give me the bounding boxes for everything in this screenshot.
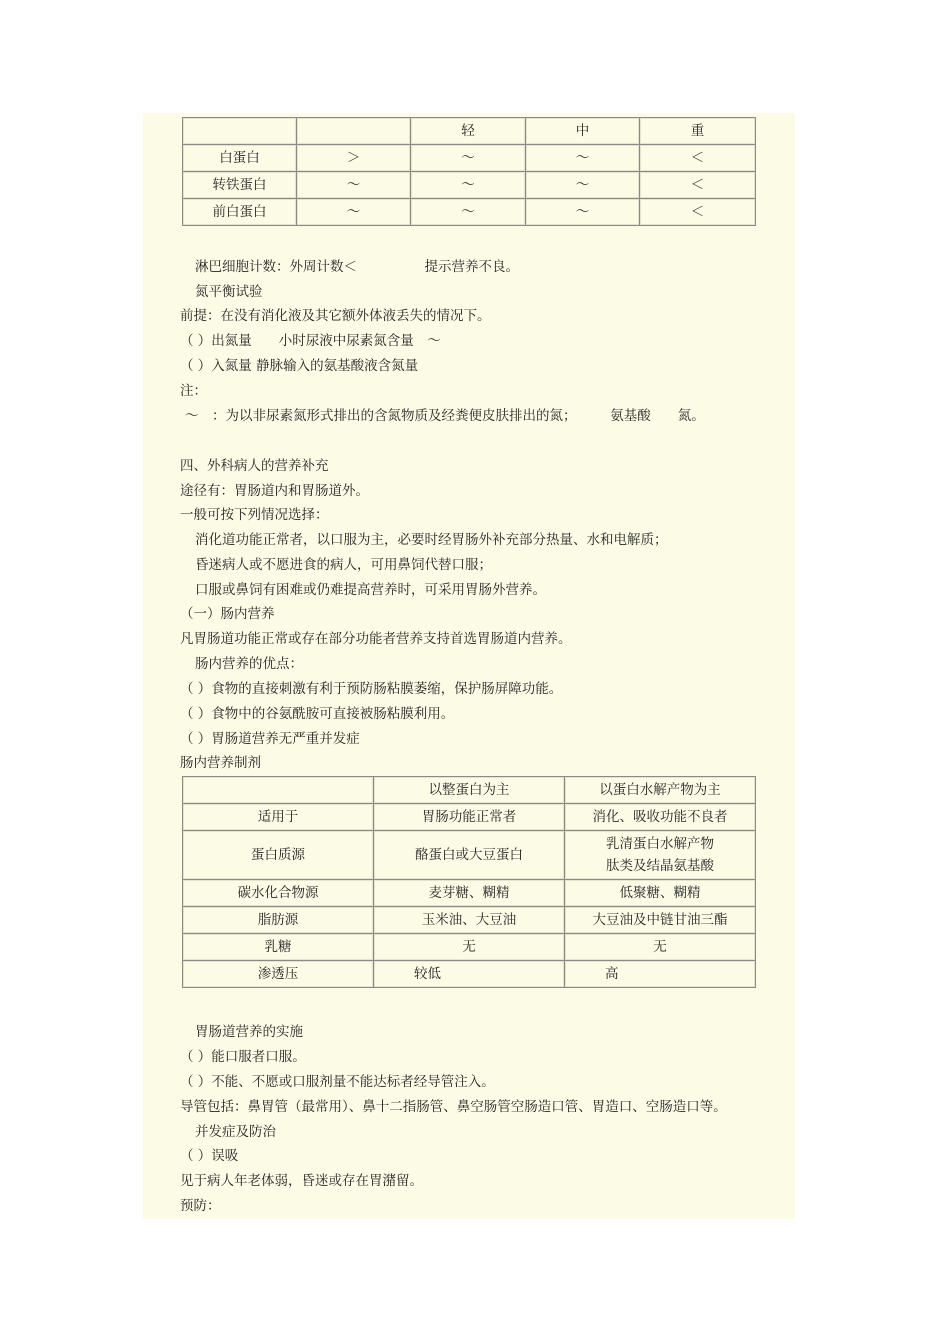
text-line: （ ）入氮量 静脉输入的氨基酸液含氮量 (180, 358, 419, 374)
text-line: 注： (180, 383, 207, 399)
table-cell: 乳糖 (183, 934, 374, 961)
table-cell: ＜ (640, 199, 756, 226)
text-line: 昏迷病人或不愿进食的病人，可用鼻饲代替口服； (195, 557, 492, 573)
table-cell: ～ (297, 199, 411, 226)
table-cell: 较低 (374, 961, 565, 988)
subsection-heading: （一）肠内营养 (180, 606, 275, 622)
text-line: 导管包括：鼻胃管（最常用）、鼻十二指肠管、鼻空肠管空肠造口管、胃造口、空肠造口等。 (180, 1099, 727, 1115)
text-line: 见于病人年老体弱，昏迷或存在胃潴留。 (180, 1173, 423, 1189)
table-cell: 蛋白质源 (183, 831, 374, 880)
text-line: 并发症及防治 (195, 1124, 276, 1140)
table-cell: ～ (411, 199, 526, 226)
text-line: 肠内营养的优点： (195, 656, 303, 672)
table-cell: ～ (411, 172, 526, 199)
table-row (183, 934, 756, 961)
table-cell: ～ (297, 172, 411, 199)
cell-line: 肽类及结晶氨基酸 (606, 858, 714, 874)
table-cell: 渗透压 (183, 961, 374, 988)
cell-line: 乳清蛋白水解产物 (606, 836, 714, 852)
table-cell: 碳水化合物源 (183, 880, 374, 907)
table-row (183, 831, 756, 880)
table-row (183, 961, 756, 988)
text-line: （ ）能口服者口服。 (180, 1049, 306, 1065)
table-header-row (183, 118, 756, 145)
table-cell: 轻 (411, 118, 526, 145)
section-heading: 四、外科病人的营养补充 (180, 458, 329, 474)
table-cell: 胃肠功能正常者 (374, 804, 565, 831)
table-cell (565, 831, 756, 880)
text-line: 口服或鼻饲有困难或仍难提高营养时，可采用胃肠外营养。 (195, 582, 546, 598)
table-cell: 消化、吸收功能不良者 (565, 804, 756, 831)
table-cell: 麦芽糖、糊精 (374, 880, 565, 907)
table-cell: ～ (526, 172, 640, 199)
table-row (183, 804, 756, 831)
table-cell: 玉米油、大豆油 (374, 907, 565, 934)
table-row (183, 907, 756, 934)
table-row (183, 172, 756, 199)
table-cell: 白蛋白 (183, 145, 297, 172)
text-line: 胃肠道营养的实施 (195, 1024, 303, 1040)
text-line: 前提：在没有消化液及其它额外体液丢失的情况下。 (180, 308, 491, 324)
table-cell: 适用于 (183, 804, 374, 831)
protein-grading-table (182, 117, 756, 226)
table-cell: ＞ (297, 145, 411, 172)
table-row (183, 199, 756, 226)
table-cell: 无 (565, 934, 756, 961)
table-cell: 高 (565, 961, 756, 988)
text-line: 消化道功能正常者，以口服为主，必要时经胃肠外补充部分热量、水和电解质； (195, 532, 668, 548)
table-cell: 大豆油及中链甘油三酯 (565, 907, 756, 934)
table-cell: 以整蛋白为主 (374, 777, 565, 804)
table-cell: 酪蛋白或大豆蛋白 (374, 831, 565, 880)
text-line: （ ）误吸 (180, 1148, 239, 1164)
table-cell: ～ (411, 145, 526, 172)
text-line: （ ）食物的直接刺激有利于预防肠粘膜萎缩，保护肠屏障功能。 (180, 681, 563, 697)
table-cell: 以蛋白水解产物为主 (565, 777, 756, 804)
table-row (183, 145, 756, 172)
table-cell: ＜ (640, 172, 756, 199)
table-cell (183, 118, 297, 145)
text-line: ～ ：为以非尿素氮形式排出的含氮物质及经粪便皮肤排出的氮； 氨基酸 氮。 (185, 408, 705, 424)
table-cell: 低聚糖、糊精 (565, 880, 756, 907)
table-cell: ～ (526, 199, 640, 226)
enteral-formula-table (182, 776, 756, 988)
table-cell: 前白蛋白 (183, 199, 297, 226)
table-cell: 转铁蛋白 (183, 172, 297, 199)
text-line: （ ）不能、不愿或口服剂量不能达标者经导管注入。 (180, 1074, 495, 1090)
table-row (183, 880, 756, 907)
table-cell: ＜ (640, 145, 756, 172)
text-line: 一般可按下列情况选择： (180, 507, 329, 523)
table-cell: ～ (526, 145, 640, 172)
text-line: 途径有：胃肠道内和胃肠道外。 (180, 483, 369, 499)
table-cell: 无 (374, 934, 565, 961)
text-line: （ ）出氮量 小时尿液中尿素氮含量 ～ (180, 333, 441, 349)
table-cell: 脂肪源 (183, 907, 374, 934)
table-caption: 肠内营养制剂 (180, 755, 261, 771)
text-line: （ ）食物中的谷氨酰胺可直接被肠粘膜利用。 (180, 706, 455, 722)
table-cell (183, 777, 374, 804)
table-cell: 重 (640, 118, 756, 145)
table-cell: 中 (526, 118, 640, 145)
table-header-row (183, 777, 756, 804)
table-cell (297, 118, 411, 145)
text-line: （ ）胃肠道营养无严重并发症 (180, 731, 360, 747)
text-line: 凡胃肠道功能正常或存在部分功能者营养支持首选胃肠道内营养。 (180, 631, 572, 647)
text-line: 淋巴细胞计数：外周计数＜ 提示营养不良。 (195, 259, 519, 275)
text-line: 预防： (180, 1198, 221, 1214)
text-line: 氮平衡试验 (195, 284, 263, 300)
